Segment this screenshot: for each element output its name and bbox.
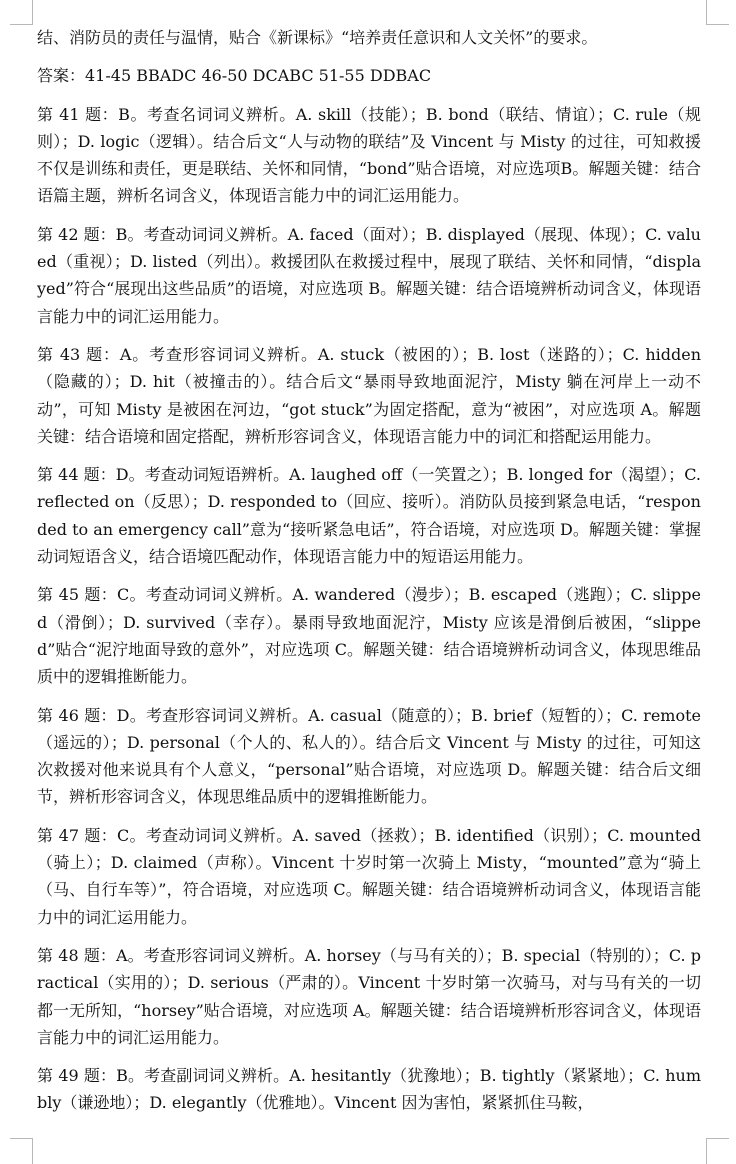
explanation-q42: 第 42 题：B。考查动词词义辨析。A. faced（面对）；B. displayed（展现、体现）；C. valued（重视）；D. listed（列出）。救援团队在救援过程中，展现了联结、关怀和同情，“displayed”符合“展现出这些品质”的语境，对应选项 B。解题关键：结合语境辨析动词含义，体现语言能力中的词汇运用能力。 bbox=[37, 224, 701, 326]
explanation-q48: 第 48 题：A。考查形容词词义辨析。A. horsey（与马有关的）；B. special（特别的）；C. practical（实用的）；D. serious（严肃的）。Vincent 十岁时第一次骑马，对与马有关的一切都一无所知，“horsey”贴合语境，对应选项 A。解题关键：结合语境辨析形容词含义，体现语言能力中的词汇运用能力。 bbox=[37, 945, 701, 1047]
page-corner-mark-top-right bbox=[706, 0, 729, 25]
page-corner-mark-top-left bbox=[10, 0, 33, 25]
page-corner-mark-bottom-left bbox=[10, 1138, 33, 1164]
explanation-q46: 第 46 题：D。考查形容词词义辨析。A. casual（随意的）；B. brief（短暂的）；C. remote（遥远的）；D. personal（个人的、私人的）。结合后文 Vincent 与 Misty 的过往，可知这次救援对他来说具有个人意义，“personal”贴合语境，对应选项 D。解题关键：结合后文细节，辨析形容词含义，体现思维品质中的逻辑推断能力。 bbox=[37, 705, 701, 807]
explanation-q45: 第 45 题：C。考查动词词义辨析。A. wandered（漫步）；B. escaped（逃跑）；C. slipped（滑倒）；D. survived（幸存）。暴雨导致地面泥泞，Misty 应该是滑倒后被困，“slipped”贴合“泥泞地面导致的意外”，对应选项 C。解题关键：结合语境辨析动词含义，体现思维品质中的逻辑推断能力。 bbox=[37, 585, 701, 687]
answer-key: 答案：41-45 BBADC 46-50 DCABC 51-55 DDBAC bbox=[37, 66, 432, 86]
explanation-q44: 第 44 题：D。考查动词短语辨析。A. laughed off（一笑置之）；B. longed for（渴望）；C. reflected on（反思）；D. responded to（回应、接听）。消防队员接到紧急电话，“responded to an emergency call”意为“接听紧急电话”，符合语境，对应选项 D。解题关键：掌握动词短语含义，结合语境匹配动作，体现语言能力中的短语运用能力。 bbox=[37, 465, 701, 567]
intro-paragraph-end: 结、消防员的责任与温情，贴合《新课标》“培养责任意识和人文关怀”的要求。 bbox=[37, 28, 598, 47]
explanation-q43: 第 43 题：A。考查形容词词义辨析。A. stuck（被困的）；B. lost（迷路的）；C. hidden（隐藏的）；D. hit（被撞击的）。结合后文“暴雨导致地面泥泞，Misty 躺在河岸上一动不动”，可知 Misty 是被困在河边，“got stuck”为固定搭配，意为“被困”，对应选项 A。解题关键：结合语境和固定搭配，辨析形容词含义，体现语言能力中的词汇和搭配运用能力。 bbox=[37, 344, 701, 446]
explanation-q49: 第 49 题：B。考查副词词义辨析。A. hesitantly（犹豫地）；B. tightly（紧紧地）；C. humbly（谦逊地）；D. elegantly（优雅地）。Vincent 因为害怕，紧紧抓住马鞍， bbox=[37, 1066, 701, 1113]
explanation-q47: 第 47 题：C。考查动词词义辨析。A. saved（拯救）；B. identified（识别）；C. mounted（骑上）；D. claimed（声称）。Vincent 十岁时第一次骑上 Misty，“mounted”意为“骑上（马、自行车等）”，符合语境，对应选项 C。解题关键：结合语境辨析动词含义，体现语言能力中的词汇运用能力。 bbox=[37, 825, 701, 927]
page-corner-mark-bottom-right bbox=[706, 1138, 729, 1164]
explanation-q41: 第 41 题：B。考查名词词义辨析。A. skill（技能）；B. bond（联结、情谊）；C. rule（规则）；D. logic（逻辑）。结合后文“人与动物的联结”及 Vincent 与 Misty 的过往，可知救援不仅是训练和责任，更是联结、关怀和同情，“bond”贴合语境，对应选项B。解题关键：结合语篇主题，辨析名词含义，体现语言能力中的词汇运用能力。 bbox=[37, 104, 701, 206]
document-page bbox=[37, 24, 701, 1128]
